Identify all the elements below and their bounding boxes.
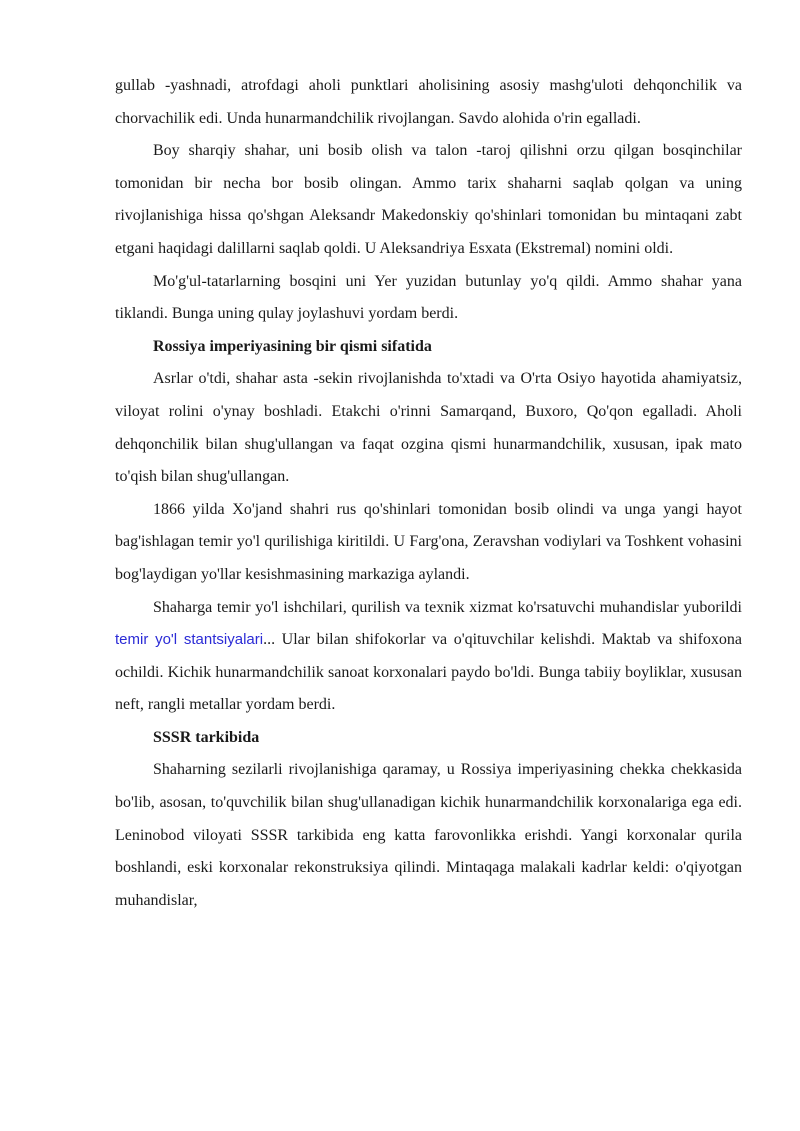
paragraph-6-end: ... Ular bilan shifokorlar va o'qituvchilar kelishdi. Maktab va shifoxona ochildi. Kichik hunarmandchilik sanoat korxonalari paydo bo'ldi. Bunga tabiiy boyliklar, xususan neft, rangli metallar yordam berdi.: [115, 631, 742, 714]
section-heading-ussr: SSSR tarkibida: [153, 728, 260, 746]
paragraph-5: 1866 yilda Xo'jand shahri rus qo'shinlari tomonidan bosib olindi va unga yangi hayot bag'ishlagan temir yo'l qurilishiga kiritildi. U Farg'ona, Zeravshan vodiylari va Toshkent vohasini bog'laydigan yo'llar kesishmasining markaziga aylandi.: [115, 500, 742, 583]
paragraph-6-start: Shaharga temir yo'l ishchilari, qurilish va texnik xizmat ko'rsatuvchi muhandislar yuborildi: [153, 598, 742, 616]
section-heading-russian-empire: Rossiya imperiyasining bir qismi sifatida: [153, 337, 432, 355]
document-page: [115, 70, 742, 917]
paragraph-2: Boy sharqiy shahar, uni bosib olish va talon -taroj qilishni orzu qilgan bosqinchilar tomonidan bir necha bor bosib olingan. Ammo tarix shaharni saqlab qolgan va uning rivojlanishiga hissa qo'shgan Aleksandr Makedonskiy qo'shinlari tomonidan bu mintaqani zabt etgani haqidagi dalillarni saqlab qoldi. U Aleksandriya Esxata (Ekstremal) nomini oldi.: [115, 142, 742, 257]
paragraph-3: Mo'g'ul-tatarlarning bosqini uni Yer yuzidan butunlay yo'q qildi. Ammo shahar yana tiklandi. Bunga uning qulay joylashuvi yordam berdi.: [115, 272, 742, 323]
paragraph-1: gullab -yashnadi, atrofdagi aholi punktlari aholisining asosiy mashg'uloti dehqonchilik va chorvachilik edi. Unda hunarmandchilik rivojlangan. Savdo alohida o'rin egalladi.: [115, 77, 742, 127]
paragraph-7: Shaharning sezilarli rivojlanishiga qaramay, u Rossiya imperiyasining chekka chekkasida bo'lib, asosan, to'quvchilik bilan shug'ullanadigan kichik hunarmandchilik korxonalariga ega edi. Leninobod viloyati SSSR tarkibida eng katta farovonlikka erishdi. Yangi korxonalar qurila boshlandi, eski korxonalar rekonstruksiya qilindi. Mintaqaga malakali kadrlar keldi: o'qiyotgan muhandislar,: [115, 761, 742, 909]
paragraph-4: Asrlar o'tdi, shahar asta -sekin rivojlanishda to'xtadi va O'rta Osiyo hayotida ahamiyatsiz, viloyat rolini o'ynay boshladi. Etakchi o'rinni Samarqand, Buxoro, Qo'qon egalladi. Aholi dehqonchilik bilan shug'ullangan va faqat ozgina qismi hunarmandchilik, xususan, ipak mato to'qish bilan shug'ullangan.: [115, 370, 742, 486]
paragraph-6: [115, 592, 742, 722]
railway-stations-link[interactable]: temir yo'l stantsiyalari: [115, 631, 264, 649]
